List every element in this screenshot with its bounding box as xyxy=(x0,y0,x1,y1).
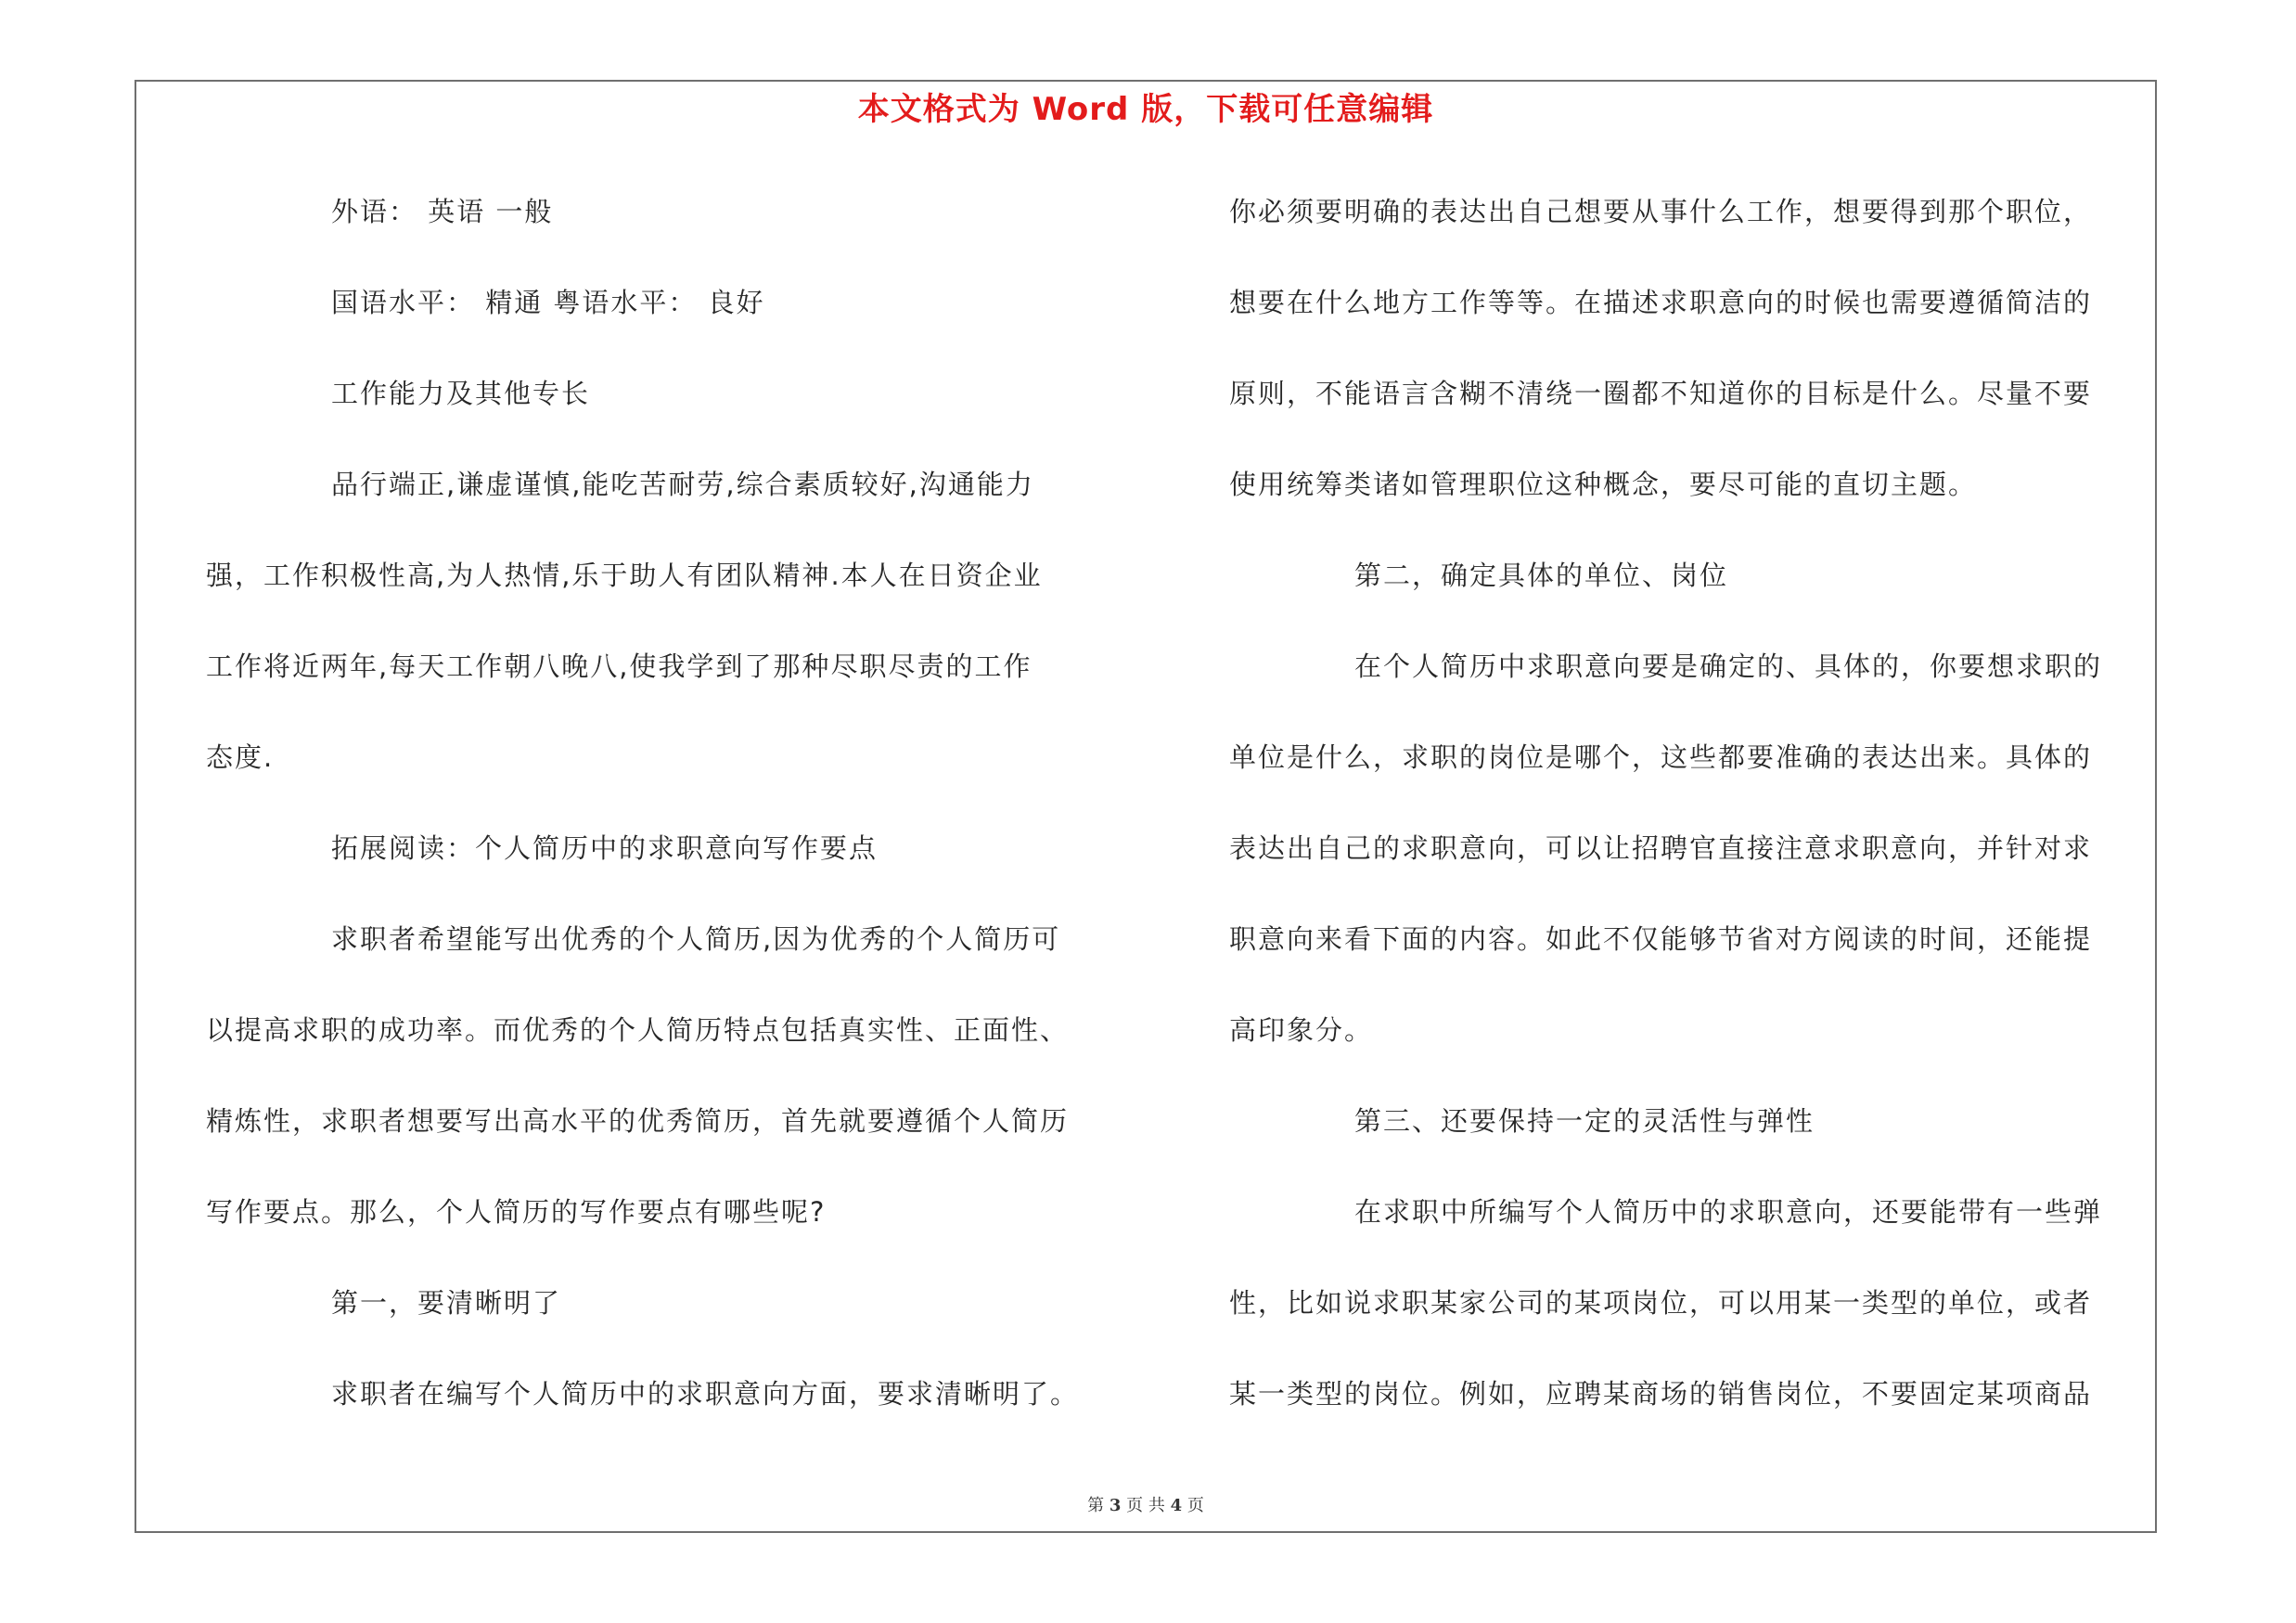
current-page-number: 3 xyxy=(1109,1496,1122,1515)
paragraph-line: 品行端正,谦虚谨慎,能吃苦耐劳,综合素质较好,沟通能力 xyxy=(331,469,1034,500)
paragraph-line: 想要在什么地方工作等等。在描述求职意向的时候也需要遵循简洁的 xyxy=(1229,287,2093,318)
page-number-footer xyxy=(135,1492,2157,1520)
paragraph-line: 使用统筹类诸如管理职位这种概念，要尽可能的直切主题。 xyxy=(1229,469,1978,500)
paragraph-line: 表达出自己的求职意向，可以让招聘官直接注意求职意向，并针对求 xyxy=(1229,832,2093,864)
paragraph-line: 精炼性，求职者想要写出高水平的优秀简历，首先就要遵循个人简历 xyxy=(206,1105,1070,1137)
paragraph-line: 拓展阅读：个人简历中的求职意向写作要点 xyxy=(331,832,879,864)
paragraph-line: 原则，不能语言含糊不清绕一圈都不知道你的目标是什么。尽量不要 xyxy=(1229,378,2093,409)
paragraph-line: 外语： 英语 一般 xyxy=(331,196,554,227)
paragraph-line: 强，工作积极性高,为人热情,乐于助人有团队精神.本人在日资企业 xyxy=(206,560,1043,591)
paragraph-line: 第一，要清晰明了 xyxy=(331,1287,562,1319)
paragraph-line: 国语水平： 精通 粤语水平： 良好 xyxy=(331,287,765,318)
paragraph-line: 在求职中所编写个人简历中的求职意向，还要能带有一些弹 xyxy=(1354,1196,2103,1228)
paragraph-line: 工作能力及其他专长 xyxy=(331,378,591,409)
paragraph-line: 职意向来看下面的内容。如此不仅能够节省对方阅读的时间，还能提 xyxy=(1229,923,2093,955)
paragraph-line: 求职者在编写个人简历中的求职意向方面，要求清晰明了。 xyxy=(331,1378,1080,1410)
paragraph-line: 写作要点。那么，个人简历的写作要点有哪些呢? xyxy=(206,1196,827,1228)
paragraph-line: 以提高求职的成功率。而优秀的个人简历特点包括真实性、正面性、 xyxy=(206,1014,1070,1046)
paragraph-line: 第二，确定具体的单位、岗位 xyxy=(1354,560,1729,591)
footer-suffix: 页 xyxy=(1182,1496,1204,1515)
paragraph-line: 你必须要明确的表达出自己想要从事什么工作，想要得到那个职位， xyxy=(1229,196,2093,227)
footer-prefix: 第 xyxy=(1087,1496,1110,1515)
paragraph-line: 求职者希望能写出优秀的个人简历,因为优秀的个人简历可 xyxy=(331,923,1061,955)
paragraph-line: 单位是什么，求职的岗位是哪个，这些都要准确的表达出来。具体的 xyxy=(1229,741,2093,773)
document-banner: 本文格式为 Word 版，下载可任意编辑 xyxy=(857,91,1434,128)
footer-middle: 页 共 xyxy=(1121,1496,1171,1515)
paragraph-line: 态度. xyxy=(206,741,275,773)
paragraph-line: 某一类型的岗位。例如，应聘某商场的销售岗位，不要固定某项商品 xyxy=(1229,1378,2093,1410)
paragraph-line: 第三、还要保持一定的灵活性与弹性 xyxy=(1354,1105,1815,1137)
paragraph-line: 工作将近两年,每天工作朝八晚八,使我学到了那种尽职尽责的工作 xyxy=(206,650,1033,682)
total-page-number: 4 xyxy=(1170,1496,1183,1515)
paragraph-line: 高印象分。 xyxy=(1229,1014,1374,1046)
right-text-column xyxy=(1229,184,2157,1457)
paragraph-line: 性，比如说求职某家公司的某项岗位，可以用某一类型的单位，或者 xyxy=(1229,1287,2093,1319)
paragraph-line: 在个人简历中求职意向要是确定的、具体的，你要想求职的 xyxy=(1354,650,2103,682)
left-text-column xyxy=(206,184,1161,1457)
